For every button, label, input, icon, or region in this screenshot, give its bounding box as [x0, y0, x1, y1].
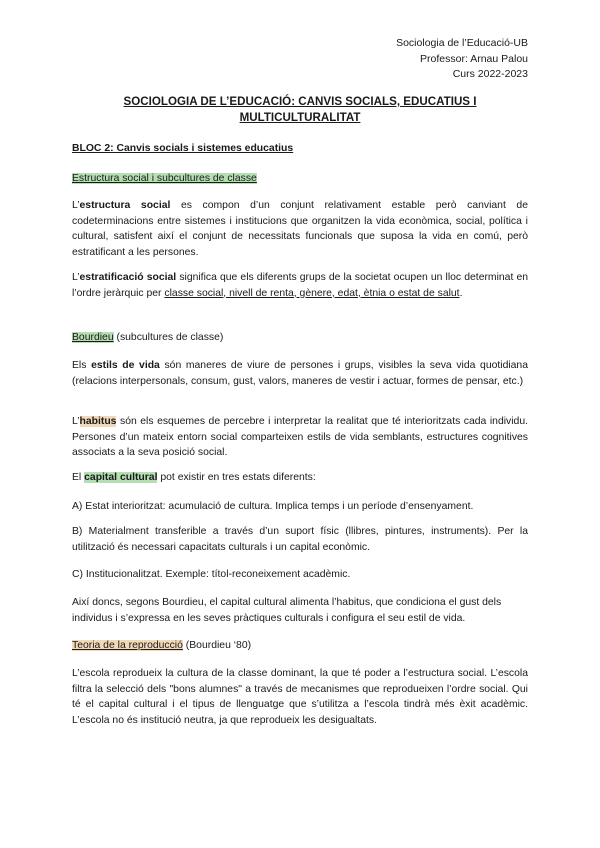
header-year: Curs 2022-2023	[452, 68, 528, 80]
section-heading-reproduccio	[72, 638, 528, 654]
list-item-c: C) Institucionalitzat. Exemple: títol-reconeixement acadèmic.	[72, 569, 351, 580]
text-fragment: significa que els diferents grups de la societat ocupen un lloc determinat en l’ordre jeràrquic per	[72, 272, 529, 299]
text-fragment: L’	[72, 200, 80, 211]
section-heading-text: Estructura social i subcultures de classe	[72, 173, 257, 184]
section-heading-estructura	[72, 171, 528, 187]
text-fragment: són maneres de viure de persones i grups, visibles la seva vida quotidiana (relacions interpersonals, consum, gust, valors, maneres de vestir i actuar, formes de pensar, etc.)	[72, 360, 528, 387]
section-heading-bourdieu	[72, 330, 528, 346]
title-line-1: SOCIOLOGIA DE L’EDUCACIÓ: CANVIS SOCIALS, EDUCATIUS I	[123, 95, 477, 108]
list-item-b: B) Materialment transferible a través d’un suport físic (llibres, pintures, instruments). Per la utilització és necessari capacitats culturals i un capital econòmic.	[72, 526, 528, 553]
section-heading-suffix: (Bourdieu ‘80)	[182, 640, 252, 651]
title-line-2: MULTICULTURALITAT	[239, 111, 361, 124]
section-heading-text: Bourdieu	[72, 332, 114, 343]
paragraph-conclusio-bourdieu: Així doncs, segons Bourdieu, el capital cultural alimenta l’habitus, que condiciona el gust dels individus i s’expressa en les seves pràctiques culturals i configura el seu estil de vida.	[72, 597, 502, 624]
paragraph-habitus	[72, 414, 528, 461]
text-fragment: es compon d’un conjunt relativament estable però canviant de codeterminacions entre sistemes i institucions que organitzen la vida econòmica, social, política i cultural, satisfent així el conjunt de necessitats funcionals que suposa la vida en comú, però estratificant a les persones.	[72, 200, 528, 258]
document-title	[72, 94, 528, 126]
text-fragment: són els esquemes de percebre i interpretar la realitat que té interioritzats cada individu. Persones d’un mateix entorn social comparteixen estils de vida semblants, estructures cognitives associats a la seva posició social.	[72, 416, 528, 459]
term-capital-cultural: capital cultural	[84, 472, 158, 483]
list-item-a: A) Estat interioritzat: acumulació de cultura. Implica temps i un període d’ensenyament.	[72, 501, 474, 512]
bloc-heading	[72, 141, 528, 157]
underlined-criteria: classe social, nivell de renta, gènere, edat, ètnia o estat de salut	[164, 287, 460, 299]
paragraph-capital-cultural	[72, 470, 528, 486]
term-estratificacio-social: estratificació social	[79, 272, 177, 283]
paragraph-estils-de-vida	[72, 358, 528, 389]
text-fragment: El	[72, 472, 85, 483]
header-professor: Professor: Arnau Palou	[420, 52, 528, 65]
paragraph-estructura-social	[72, 198, 528, 260]
text-fragment: L’	[72, 272, 80, 283]
text-fragment: Els	[72, 360, 92, 371]
text-fragment: pot existir en tres estats diferents:	[157, 472, 316, 483]
paragraph-reproduccio: L’escola reprodueix la cultura de la classe dominant, la que té poder a l’estructura social. L’escola filtra la selecció dels "bons alumnes" a través de mecanismes que reprodueixen l’ordre social. Qui té el capital cultural i el tipus de llenguatge que s’utilitza a l’escola tindrà més èxit acadèmic. L’escola no és institució neutra, ja que reprodueix les desigualtats.	[72, 668, 528, 726]
term-estructura-social: estructura social	[79, 200, 171, 211]
header-course: Sociologia de l’Educació-UB	[396, 37, 528, 49]
document-header	[396, 36, 528, 83]
text-fragment: L’	[72, 416, 80, 427]
term-estils-de-vida: estils de vida	[91, 360, 160, 371]
bloc-title: BLOC 2: Canvis socials i sistemes educatius	[72, 143, 294, 154]
section-heading-suffix: (subcultures de classe)	[113, 332, 224, 343]
text-fragment: .	[459, 287, 463, 299]
section-heading-text: Teoria de la reproducció	[72, 640, 183, 651]
term-habitus: habitus	[79, 416, 117, 427]
paragraph-estratificacio-social	[72, 270, 528, 301]
